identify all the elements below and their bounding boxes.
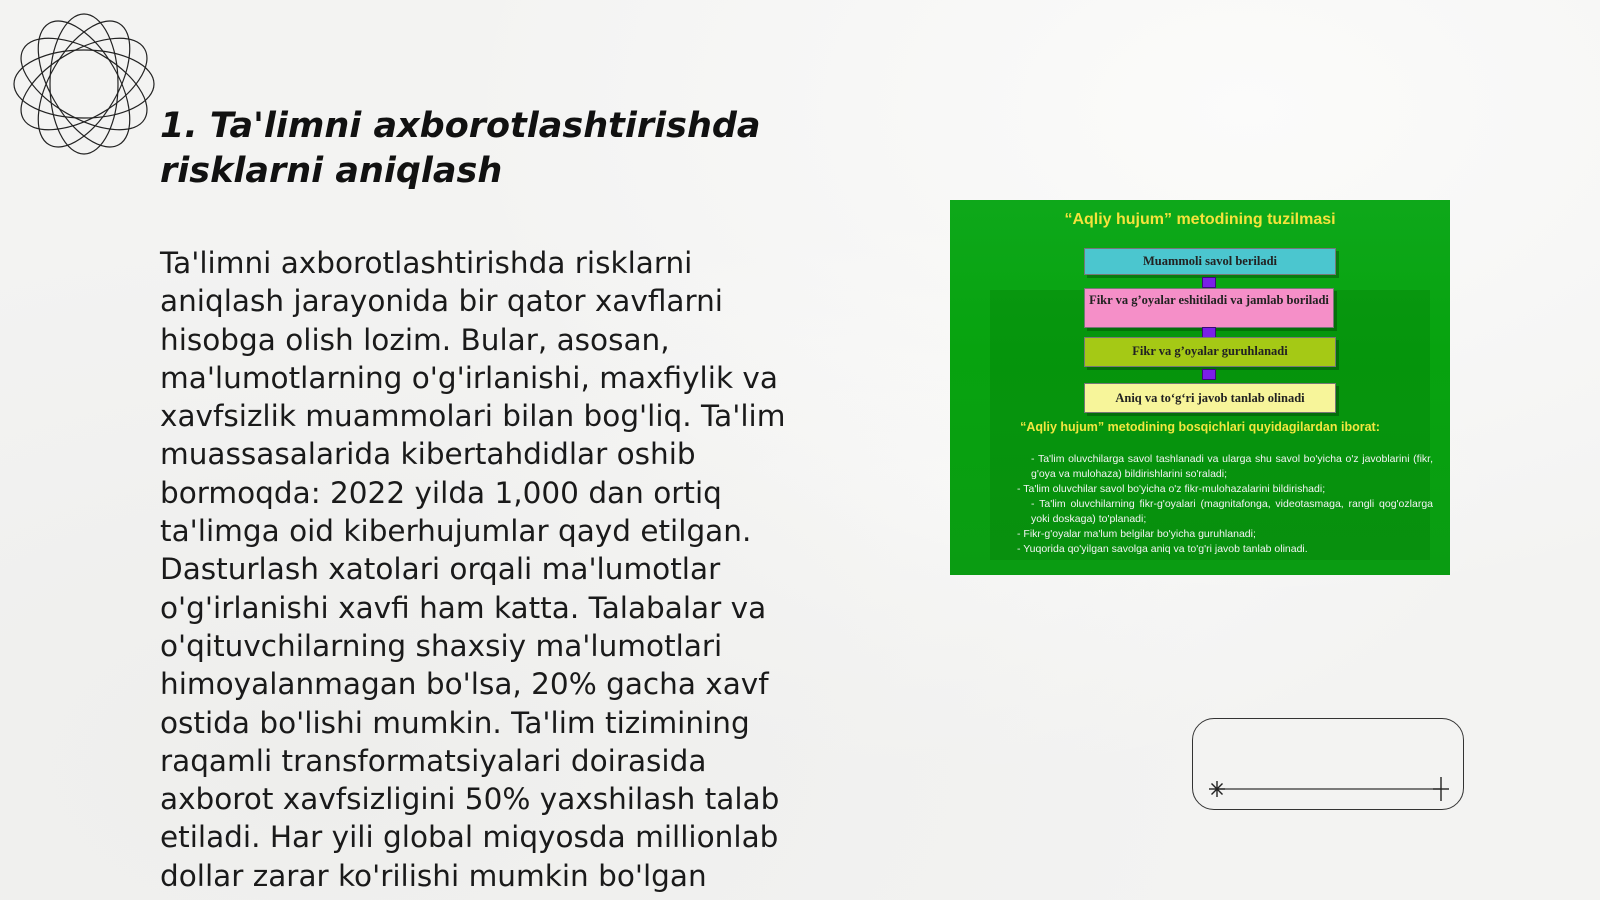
diagram-step-4: Aniq va to‘g‘ri javob tanlab olinadi [1084,383,1336,413]
diagram-stages-heading: “Aqliy hujum” metodining bosqichlari quyidagilardan iborat: [1020,420,1380,434]
decorative-frame [1192,718,1464,810]
orbit-rings-icon [10,10,158,158]
diagram-stage-item: - Yuqorida qo'yilgan savolga aniq va to'g'ri javob tanlab olinadi. [1017,543,1308,555]
diagram-stage-item: - Ta'lim oluvchilarning fikr-g'oyalari (magnitafonga, videotasmaga, rangli qog'ozlarga yoki doskaga) to'planadi; [1031,498,1433,525]
diagram-stage-item: - Fikr-g'oyalar ma'lum belgilar bo'yicha guruhlanadi; [1017,528,1256,540]
diagram-step-3: Fikr va g’oyalar guruhlanadi [1084,337,1336,367]
decorative-line [1193,719,1465,811]
crosshair-icon [1433,777,1449,801]
diagram-step-1: Muammoli savol beriladi [1084,248,1336,275]
diagram-stage-item: - Ta'lim oluvchilar savol bo'yicha o'z fikr-mulohazalarini bildirishadi; [1017,483,1326,495]
body-text: Ta'limni axborotlashtirishda risklarni aniqlash jarayonida bir qator xavflarni hisobga olish lozim. Bular, asosan, ma'lumotlarning o'g'irlanishi, maxfiylik va xavfsizlik muammolari bilan bog'liq. Ta'lim muassasalarida kibertahdidlar oshib bormoqda: 2022 yilda 1,000 dan ortiq ta'limga oid kiberhujumlar qayd etilgan. Dasturlash xatolari orqali ma'lumotlar o'g'irlanishi xavfi ham katta. Talabalar va o'qituvchilarning shaxsiy ma'lumotlari himoyalanmagan bo'lsa, 20% gacha xavf ostida bo'lishi mumkin. Ta'lim tizimining raqamli transformatsiyalari doirasida axborot xavfsizligini 50% yaxshilash talab etiladi. Har yili global miqyosda millionlab dollar zarar ko'rilishi mumkin bo'lgan [160,246,786,893]
brainstorm-method-diagram [950,200,1450,575]
starburst-icon [1209,781,1225,797]
diagram-title: “Aqliy hujum” metodining tuzilmasi [1064,211,1336,228]
arrow-down-icon [1202,369,1216,380]
diagram-stages-list [975,452,1433,557]
diagram-stage-item: - Ta'lim oluvchilarga savol tashlanadi va ularga shu savol bo'yicha o'z javoblarini (fikr, g'oya va mulohaza) bildirishlarini so'raladi; [1031,453,1433,480]
arrow-down-icon [1202,277,1216,288]
diagram-step-2: Fikr va g’oyalar eshitiladi va jamlab boriladi [1084,288,1334,328]
slide-title: 1. Ta'limni axborotlashtirishda risklarni aniqlash [160,106,761,191]
